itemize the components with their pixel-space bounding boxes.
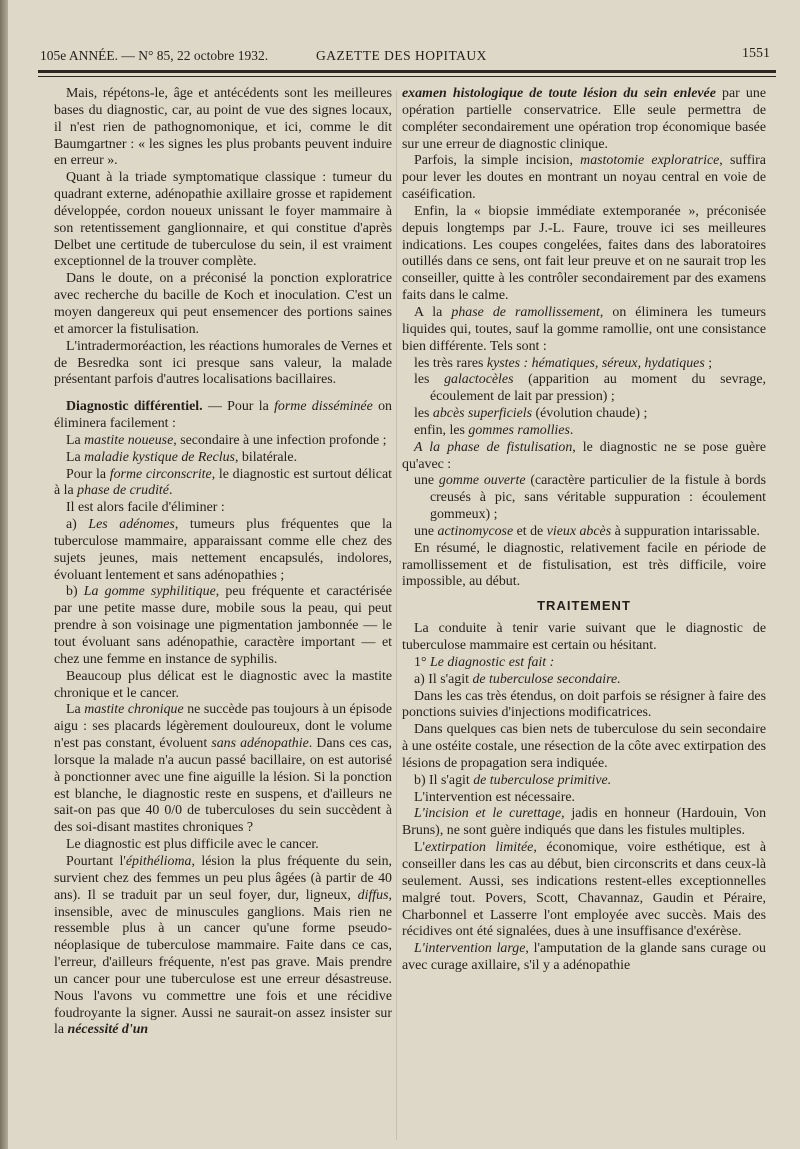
page-number: 1551 bbox=[742, 46, 770, 61]
paragraph: A la phase de fistulisation, le diagnostic ne se pose guère qu'avec : bbox=[402, 439, 766, 472]
header-rule-thin bbox=[38, 76, 776, 77]
issue-info: 105e ANNÉE. — N° 85, 22 octobre 1932. bbox=[40, 48, 269, 63]
list-item: La mastite noueuse, secondaire à une infection profonde ; bbox=[66, 432, 387, 448]
column-divider bbox=[396, 90, 397, 1140]
paragraph: Dans le doute, on a préconisé la ponction exploratrice avec recherche du bacille de Koch et inoculation. C'est un moyen dangereux qui peut ensemencer des portions saines et amorcer la fistulisation. bbox=[54, 271, 392, 337]
section-heading: Diagnostic différentiel. bbox=[66, 399, 203, 415]
paragraph: Mais, répétons-le, âge et antécédents sont les meilleures bases du diagnostic, car, au point de vue des signes locaux, il n'est rien de pathognomonique, et ici, comme le dit Baumgartner : « les signes les plus probants peuvent induire en erreur ». bbox=[54, 86, 392, 169]
header-rule-thick bbox=[38, 70, 776, 73]
list-item: enfin, les gommes ramollies. bbox=[414, 422, 574, 438]
paragraph: Parfois, la simple incision, mastotomie exploratrice, suffira pour lever les doutes en montrant un noyau central en voie de caséification. bbox=[402, 153, 766, 203]
paragraph: L'intervention est nécessaire. bbox=[414, 789, 576, 805]
left-column bbox=[54, 86, 392, 1039]
list-item: une gomme ouverte (caractère particulier de la fistule à bords creusés à pic, sans véritable suppuration : écoulement gommeux) ; bbox=[414, 473, 767, 523]
paragraph: a) Il s'agit de tuberculose secondaire. bbox=[414, 671, 621, 687]
paragraph: L'incision et le curettage, jadis en honneur (Hardouin, Von Bruns), ne sont guère indiqués que dans les fistules multiples. bbox=[402, 806, 767, 839]
paragraph: L'intradermoréaction, les réactions humorales de Vernes et de Besredka sont ici presque sans valeur, la malade présentant parfois d'autres localisations bacillaires. bbox=[54, 338, 392, 388]
list-item: les galactocèles (apparition au moment du sevrage, écoulement de lait par pression) ; bbox=[414, 372, 766, 405]
paragraph: En résumé, le diagnostic, relativement facile en période de ramollissement et de fistulisation, est très difficile, voire impossible, au début. bbox=[402, 540, 766, 590]
paragraph: 1° Le diagnostic est fait : bbox=[414, 654, 555, 670]
paragraph: examen histologique de toute lésion du sein enlevée par une opération partielle conservatrice. Elle seule permettra de compléter secondairement une opération trop économique basée sur une erreur de diagnostic clinique. bbox=[402, 86, 766, 152]
journal-page bbox=[8, 0, 800, 1149]
list-item: les abcès superficiels (évolution chaude) ; bbox=[414, 406, 648, 422]
paragraph: A la phase de ramollissement, on éliminera les tumeurs liquides qui, toutes, sauf la gomme ramollie, ont une consistance bien différente. Tels sont : bbox=[402, 304, 767, 354]
list-item: La maladie kystique de Reclus, bilatérale. bbox=[66, 449, 298, 465]
paragraph: Le diagnostic est plus difficile avec le cancer. bbox=[66, 837, 319, 853]
page-header bbox=[40, 44, 770, 68]
list-item: a) Les adénomes, tumeurs plus fréquentes que la tuberculose mammaire, apparaissant comme elle chez des sujets jeunes, mais nettement encapsulés, indolores, évoluant lentement et sans adénopathies ; bbox=[54, 517, 393, 583]
paragraph: Dans les cas très étendus, on doit parfois se résigner à faire des ponctions suivies d'injections modificatrices. bbox=[402, 688, 766, 721]
section-differential: Diagnostic différentiel. — Pour la forme disséminée on éliminera facilement : bbox=[54, 399, 392, 432]
paragraph: b) Il s'agit de tuberculose primitive. bbox=[414, 772, 612, 788]
list-item: une actinomycose et de vieux abcès à suppuration intarissable. bbox=[414, 523, 761, 539]
paragraph: Enfin, la « biopsie immédiate extemporanée », préconisée depuis longtemps par J.-L. Faure, trouve ici ses meilleures indications. Les coupes congelées, faites dans des laboratoires outillés dans ce sens, ont fait leur preuve et on ne saurait trop les conseiller, quitte à les contrôler secondairement par des examens faits dans le calme. bbox=[402, 203, 766, 304]
paragraph: Pourtant l'épithélioma, lésion la plus fréquente du sein, survient chez des femmes un peu plus âgées (à partir de 40 ans). Il se traduit par un seul foyer, dur, ligneux, diffus, insensible, avec de minuscules ganglions. Mais rien ne ressemble plus à un cancer qu'une forme pseudo-néoplasique de tuberculose mammaire. Faite dans ce cas, l'erreur, d'ailleurs fréquente, n'est pas grave. Mais prendre un cancer pour une tuberculose est une erreur désastreuse. Nous l'avons vu commettre une fois et une récidive foudroyante la signer. Aussi ne saurait-on assez insister sur la nécessité d'un bbox=[54, 853, 392, 1038]
paragraph: L'intervention large, l'amputation de la glande sans curage ou avec curage axillaire, s'il y a adénopathie bbox=[402, 941, 766, 974]
section-heading-traitement: TRAITEMENT bbox=[537, 598, 631, 614]
paragraph: L'extirpation limitée, économique, voire esthétique, est à conseiller dans les cas au début, bien circonscrits et dans ceux-là seulement. Aussi, ses indications restent-elles exceptionnelles malgré tout. Povers, Scott, Chavannaz, Gaudin et Péraire, Charbonnel et Lasserre l'ont employée avec succès. Mais des récidives ont été signalées, dues à une insuffisance d'exérèse. bbox=[402, 840, 766, 940]
journal-title: GAZETTE DES HOPITAUX bbox=[316, 48, 487, 63]
paragraph: La conduite à tenir varie suivant que le diagnostic de tuberculose mammaire est certain ou hésitant. bbox=[402, 621, 766, 653]
list-item: b) La gomme syphilitique, peu fréquente et caractérisée par une petite masse dure, mobile sous la peau, qui peut prendre à son voisinage une pigmentation jambonnée — le tout évoluant sans adénopathie, caractère important — et chez une femme en instance de syphilis. bbox=[54, 584, 392, 667]
paragraph: Dans quelques cas bien nets de tuberculose du sein secondaire à une ostéite costale, une résection de la côte avec extirpation des lésions de propagation sera indiquée. bbox=[402, 722, 766, 771]
paragraph: Pour la forme circonscrite, le diagnostic est surtout délicat à la phase de crudité. bbox=[54, 466, 392, 499]
paragraph: Il est alors facile d'éliminer : bbox=[66, 500, 225, 516]
list-item: les très rares kystes : hématiques, séreux, hydatiques ; bbox=[414, 355, 713, 371]
paragraph: Beaucoup plus délicat est le diagnostic avec la mastite chronique et le cancer. bbox=[54, 668, 392, 701]
paragraph: Quant à la triade symptomatique classique : tumeur du quadrant externe, adénopathie axillaire grosse et rapidement développée, cordon noueux unissant le foyer mammaire à son retentissement ganglionnaire, et qui constitue d'après Delbet une certitude de tuberculose du sein, il est vraiment exceptionnel de la trouver complète. bbox=[54, 170, 392, 270]
paragraph: La mastite chronique ne succède pas toujours à un épisode aigu : ses placards légèrement douloureux, dont le volume n'est pas constant, évoluent sans adénopathie. Dans ces cas, lorsque la malade n'a aucun passé bacillaire, on est autorisé à ponctionner avec une fine aiguille la lésion. Si la ponction est blanche, le diagnostic reste en suspens, et d'ailleurs ne sait-on pas que 40 0/0 de tuberculoses du sein succèdent à des soi-disant mastites chroniques ? bbox=[54, 702, 392, 836]
right-column bbox=[402, 86, 766, 975]
